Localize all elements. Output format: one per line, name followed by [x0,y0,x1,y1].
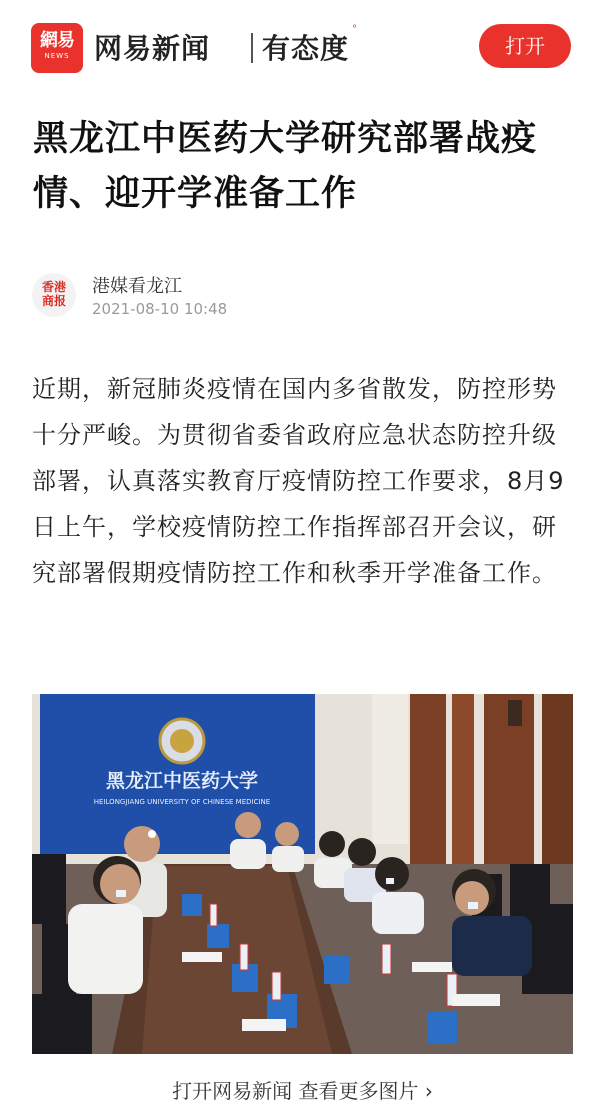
source-avatar[interactable]: 香港 商报 [32,273,76,317]
banner-text-cn: 黑龙江中医药大学 [105,770,259,792]
banner-text-en: HEILONGJIANG UNIVERSITY OF CHINESE MEDICINE [93,798,271,806]
slogan-registered-mark: ° [352,24,357,35]
article-body: 近期，新冠肺炎疫情在国内多省散发，防控形势十分严峻。为贯彻省委省政府应急状态防控升级部署，认真落实教育厅疫情防控工作要求，8月9日上午，学校疫情防控工作指挥部召开会议，研究部署假期疫情防控工作和秋季开学准备工作。 [32,375,565,587]
article-photo[interactable] [32,694,573,1054]
source-name[interactable]: 港媒看龙江 [92,276,182,297]
article-title: 黑龙江中医药大学研究部署战疫情、迎开学准备工作 [33,119,538,214]
brand-divider [251,33,253,63]
open-app-more-photos-link[interactable]: 打开网易新闻 查看更多图片 › [172,1079,433,1103]
wall-lamp-icon [508,700,522,726]
publish-time: 2021-08-10 10:48 [92,300,228,318]
netease-logo-icon[interactable]: 網易 NEWS [31,23,83,73]
top-bar [0,0,605,95]
meeting-photo-illustration [32,694,573,1054]
chevron-right-icon: › [424,1079,433,1103]
brand-name: 网易新闻 [94,32,211,65]
open-app-button[interactable]: 打开 [479,24,571,68]
brand-slogan: 有态度 [262,32,350,65]
